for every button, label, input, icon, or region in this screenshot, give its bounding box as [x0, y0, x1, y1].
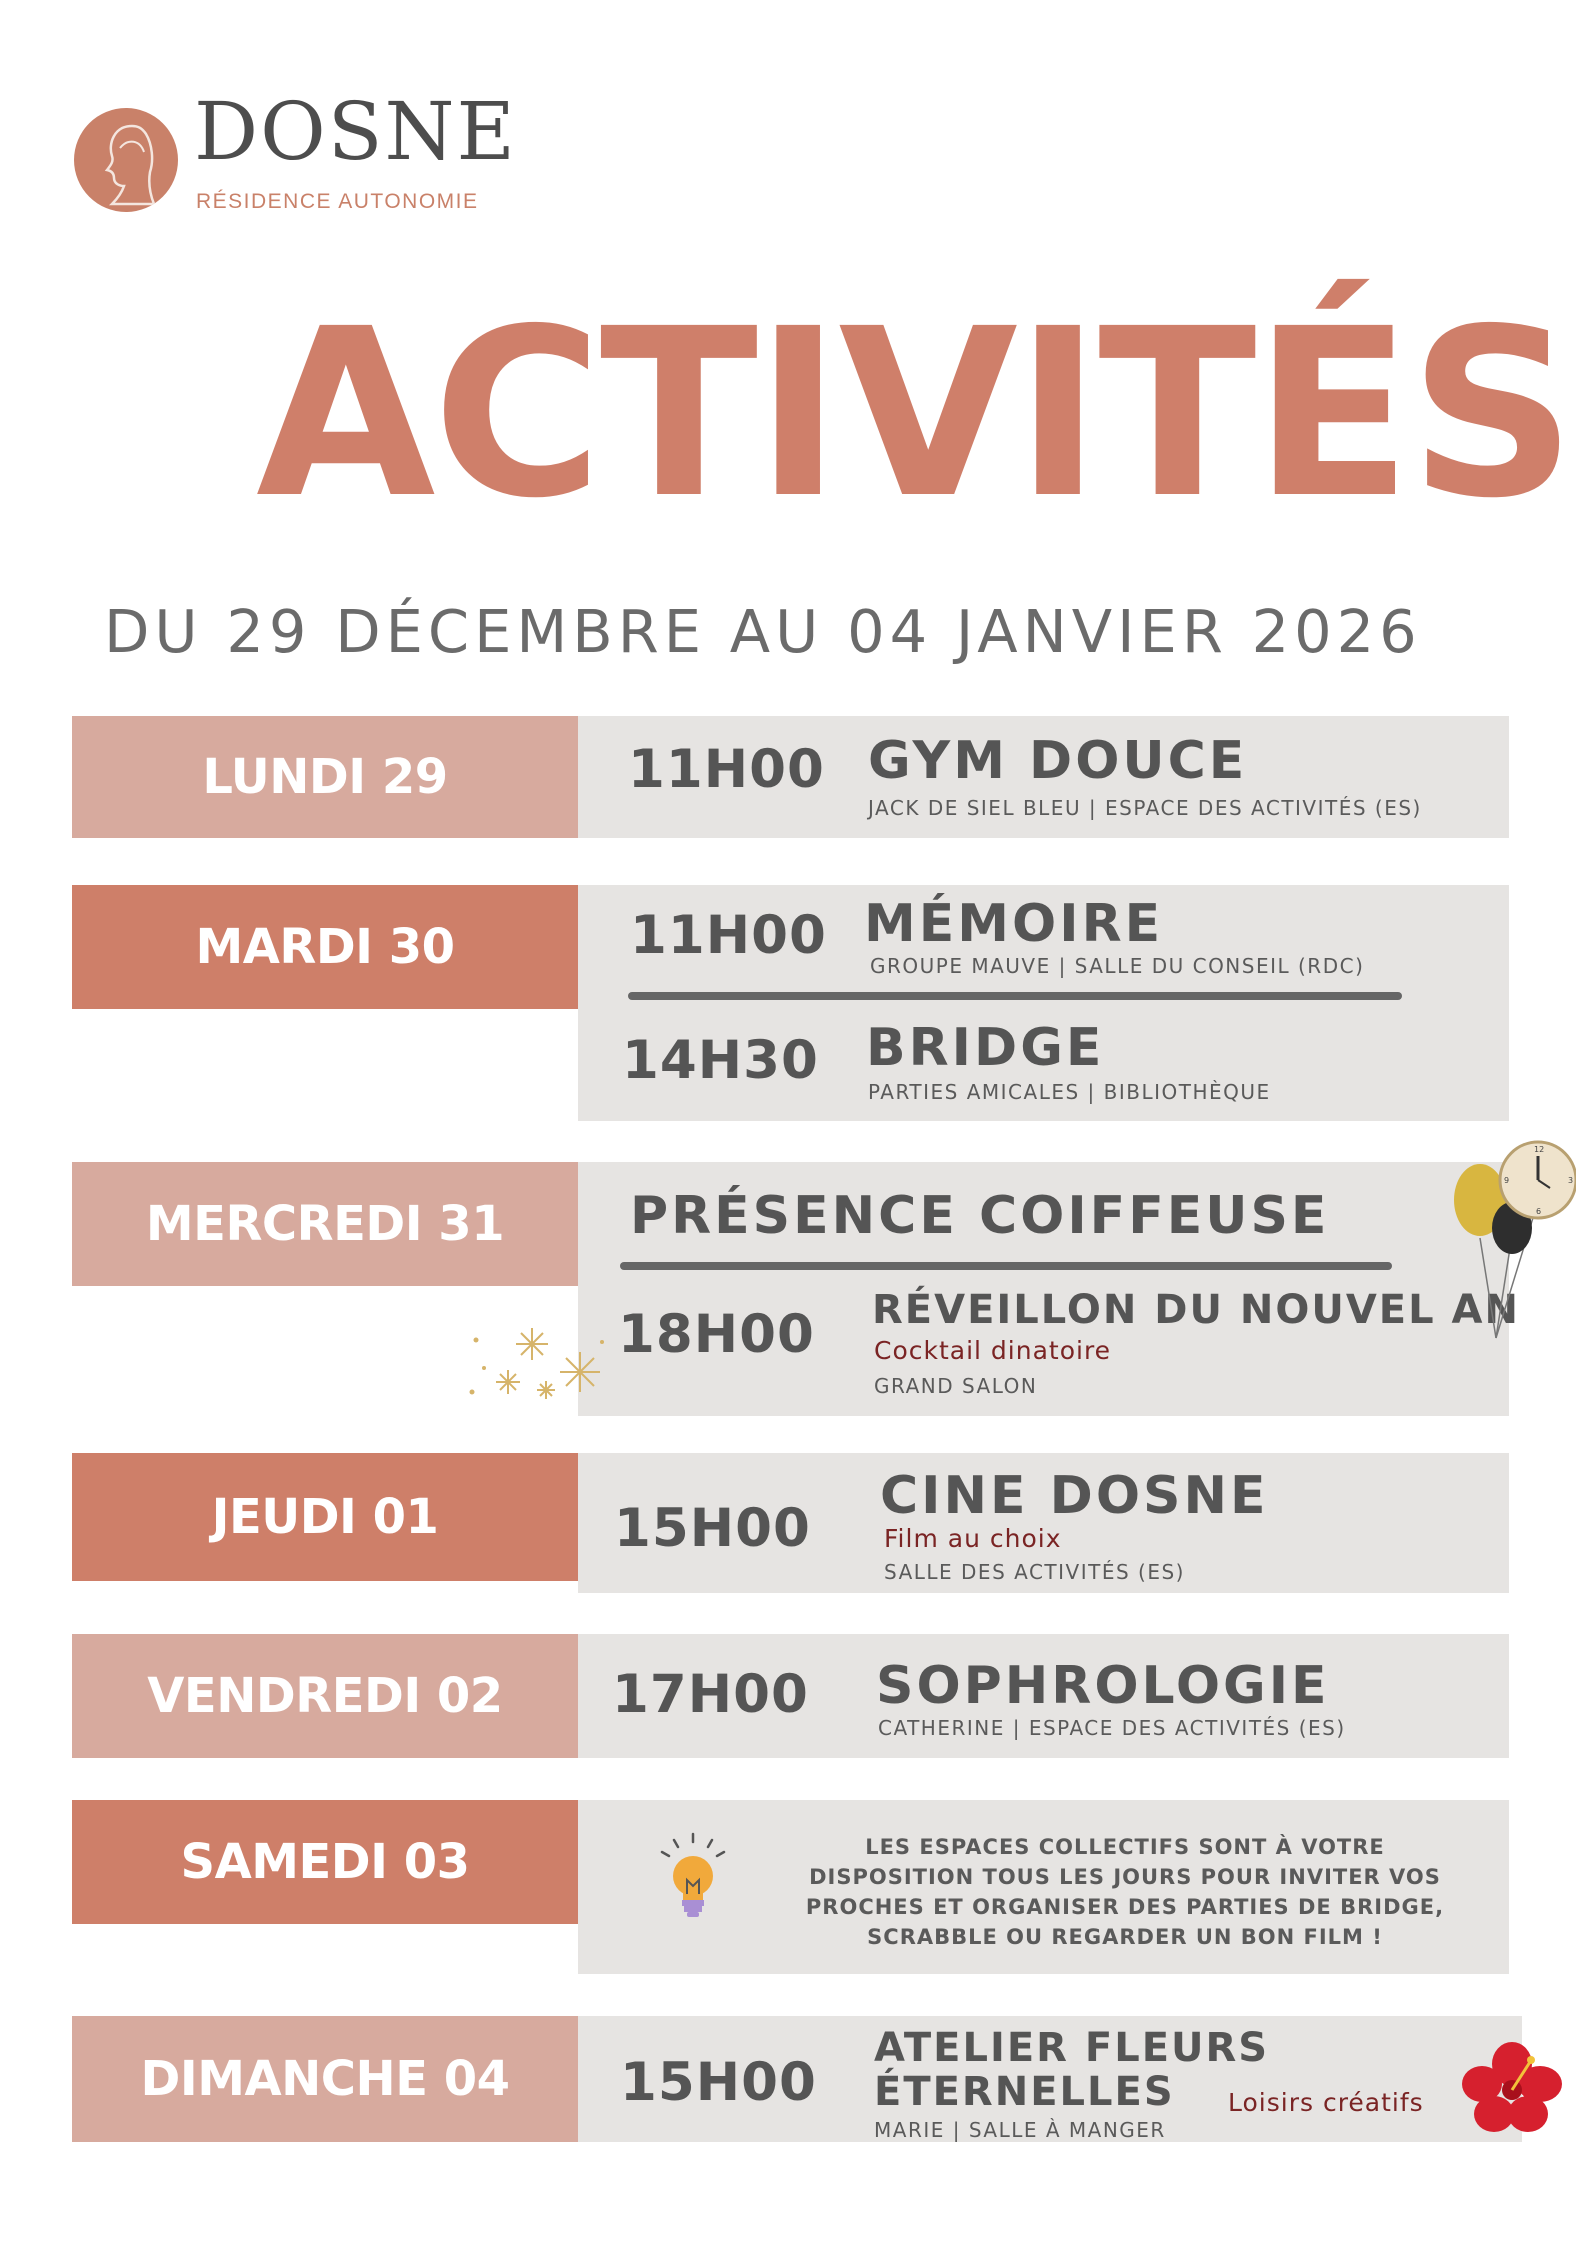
event-separator — [620, 1262, 1392, 1270]
event-name: ÉTERNELLES — [874, 2069, 1175, 2115]
info-line: DISPOSITION TOUS LES JOURS POUR INVITER VOS — [809, 1865, 1441, 1889]
event-name: SOPHROLOGIE — [876, 1656, 1330, 1716]
info-line: LES ESPACES COLLECTIFS SONT À VOTRE — [865, 1835, 1385, 1859]
day-label-mercredi: MERCREDI 31 — [72, 1162, 578, 1286]
event-detail: CATHERINE | ESPACE DES ACTIVITÉS (ES) — [878, 1716, 1346, 1740]
event-time: 18H00 — [618, 1304, 815, 1365]
brand-logo-icon — [74, 108, 178, 212]
page-title: ACTIVITÉS — [256, 279, 1574, 549]
lightbulb-icon — [656, 1832, 730, 1920]
svg-text:12: 12 — [1534, 1145, 1545, 1154]
event-note: Cocktail dinatoire — [874, 1336, 1112, 1365]
event-detail: GRAND SALON — [874, 1374, 1038, 1398]
event-name: GYM DOUCE — [868, 731, 1248, 791]
event-note: Loisirs créatifs — [1228, 2088, 1424, 2117]
date-range: DU 29 DÉCEMBRE AU 04 JANVIER 2026 — [104, 597, 1422, 666]
brand-name: DOSNE — [194, 85, 517, 178]
day-label-dimanche: DIMANCHE 04 — [72, 2016, 578, 2142]
day-label-vendredi: VENDREDI 02 — [72, 1634, 578, 1758]
day-label-samedi: SAMEDI 03 — [72, 1800, 578, 1924]
clock-balloons-icon — [1450, 1138, 1576, 1348]
event-name: MÉMOIRE — [864, 894, 1164, 954]
day-label-mardi: MARDI 30 — [72, 885, 578, 1009]
event-detail: MARIE | SALLE À MANGER — [874, 2118, 1166, 2142]
event-separator — [628, 992, 1402, 1000]
event-time: 11H00 — [628, 739, 825, 800]
hibiscus-flower-icon — [1460, 2040, 1564, 2136]
event-detail: JACK DE SIEL BLEU | ESPACE DES ACTIVITÉS (ES) — [868, 796, 1422, 820]
svg-text:3: 3 — [1568, 1176, 1574, 1185]
event-name: CINE DOSNE — [880, 1466, 1269, 1526]
day-label-lundi: LUNDI 29 — [72, 716, 578, 838]
event-name: PRÉSENCE COIFFEUSE — [630, 1186, 1330, 1246]
info-message — [770, 1832, 1480, 1952]
snowflakes-icon — [462, 1322, 610, 1408]
brand-subtitle: RÉSIDENCE AUTONOMIE — [196, 190, 479, 213]
event-name: ATELIER FLEURS — [874, 2025, 1270, 2071]
event-time: 15H00 — [614, 1498, 811, 1559]
event-detail: SALLE DES ACTIVITÉS (ES) — [884, 1560, 1185, 1584]
event-name: RÉVEILLON DU NOUVEL AN — [872, 1287, 1520, 1333]
info-line: PROCHES ET ORGANISER DES PARTIES DE BRIDGE, — [805, 1895, 1445, 1919]
event-note: Film au choix — [884, 1524, 1062, 1553]
event-detail: PARTIES AMICALES | BIBLIOTHÈQUE — [868, 1080, 1271, 1104]
info-line: SCRABBLE OU REGARDER UN BON FILM ! — [867, 1925, 1383, 1949]
event-detail: GROUPE MAUVE | SALLE DU CONSEIL (RDC) — [870, 954, 1365, 978]
event-time: 11H00 — [630, 905, 827, 966]
event-name: BRIDGE — [866, 1018, 1105, 1078]
event-time: 14H30 — [622, 1030, 819, 1091]
svg-text:6: 6 — [1536, 1207, 1542, 1216]
event-time: 15H00 — [620, 2052, 817, 2113]
event-time: 17H00 — [612, 1664, 809, 1725]
day-label-jeudi: JEUDI 01 — [72, 1453, 578, 1581]
svg-text:9: 9 — [1504, 1176, 1510, 1185]
